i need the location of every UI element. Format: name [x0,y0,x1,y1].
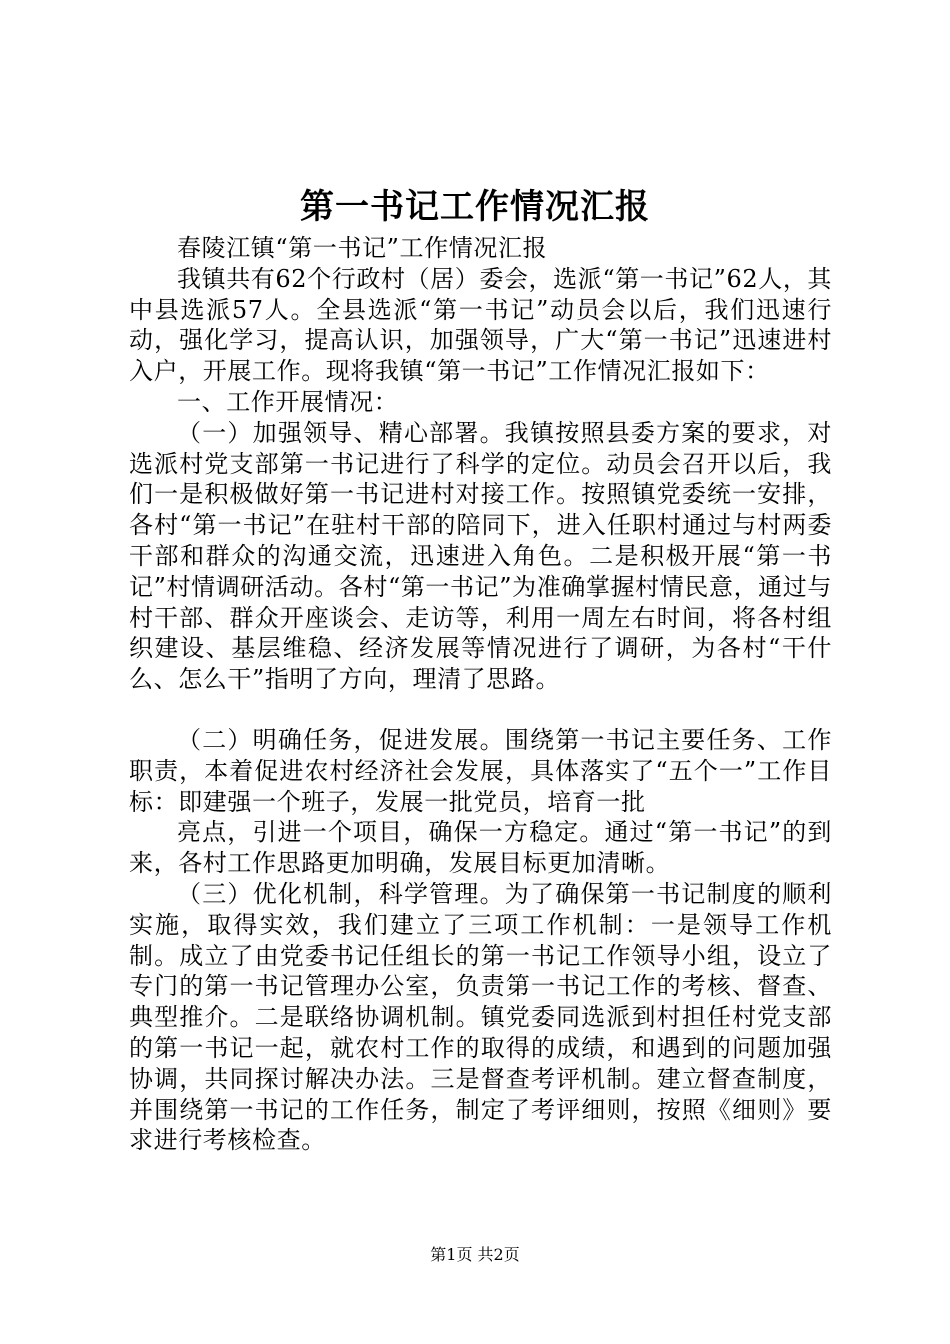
intro-paragraph: 我镇共有62个行政村（居）委会，选派“第一书记”62人，其中县选派57人。全县选派“第一书记”动员会以后，我们迅速行动，强化学习，提高认识，加强领导，广大“第一书记”迅速进村入户，开展工作。现将我镇“第一书记”工作情况汇报如下： [129,264,833,386]
subtitle-paragraph: 春陵江镇“第一书记”工作情况汇报 [177,234,548,262]
section-two-paragraph: （二）明确任务，促进发展。围绕第一书记主要任务、工作职责，本着促进农村经济社会发展，具体落实了“五个一”工作目标：即建强一个班子，发展一批党员，培育一批 [129,725,832,816]
page-number-footer: 第1页 共2页 [430,1245,520,1264]
section-two-continuation: 亮点，引进一个项目，确保一方稳定。通过“第一书记”的到来，各村工作思路更加明确，发展目标更加清晰。 [129,818,832,878]
section-three-paragraph: （三）优化机制，科学管理。为了确保第一书记制度的顺利实施，取得实效，我们建立了三项工作机制：一是领导工作机制。成立了由党委书记任组长的第一书记工作领导小组，设立了专门的第一书记管理办公室，负责第一书记工作的考核、督查、典型推介。二是联络协调机制。镇党委同选派到村担任村党支部的第一书记一起，就农村工作的取得的成绩，和遇到的问题加强协调，共同探讨解决办法。三是督查考评机制。建立督查制度，并围绕第一书记的工作任务，制定了考评细则，按照《细则》要求进行考核检查。 [129,879,832,1155]
document-title: 第一书记工作情况汇报 [300,187,650,227]
section-one-paragraph: （一）加强领导、精心部署。我镇按照县委方案的要求，对选派村党支部第一书记进行了科学的定位。动员会召开以后，我们一是积极做好第一书记进村对接工作。按照镇党委统一安排，各村“第一书记”在驻村干部的陪同下，进入任职村通过与村两委干部和群众的沟通交流，迅速进入角色。二是积极开展“第一书记”村情调研活动。各村“第一书记”为准确掌握村情民意，通过与村干部、群众开座谈会、走访等，利用一周左右时间，将各村组织建设、基层维稳、经济发展等情况进行了调研，为各村“干什么、怎么干”指明了方向，理清了思路。 [129,418,832,694]
document-body [129,233,832,1156]
section-heading: 一、工作开展情况： [177,387,399,416]
